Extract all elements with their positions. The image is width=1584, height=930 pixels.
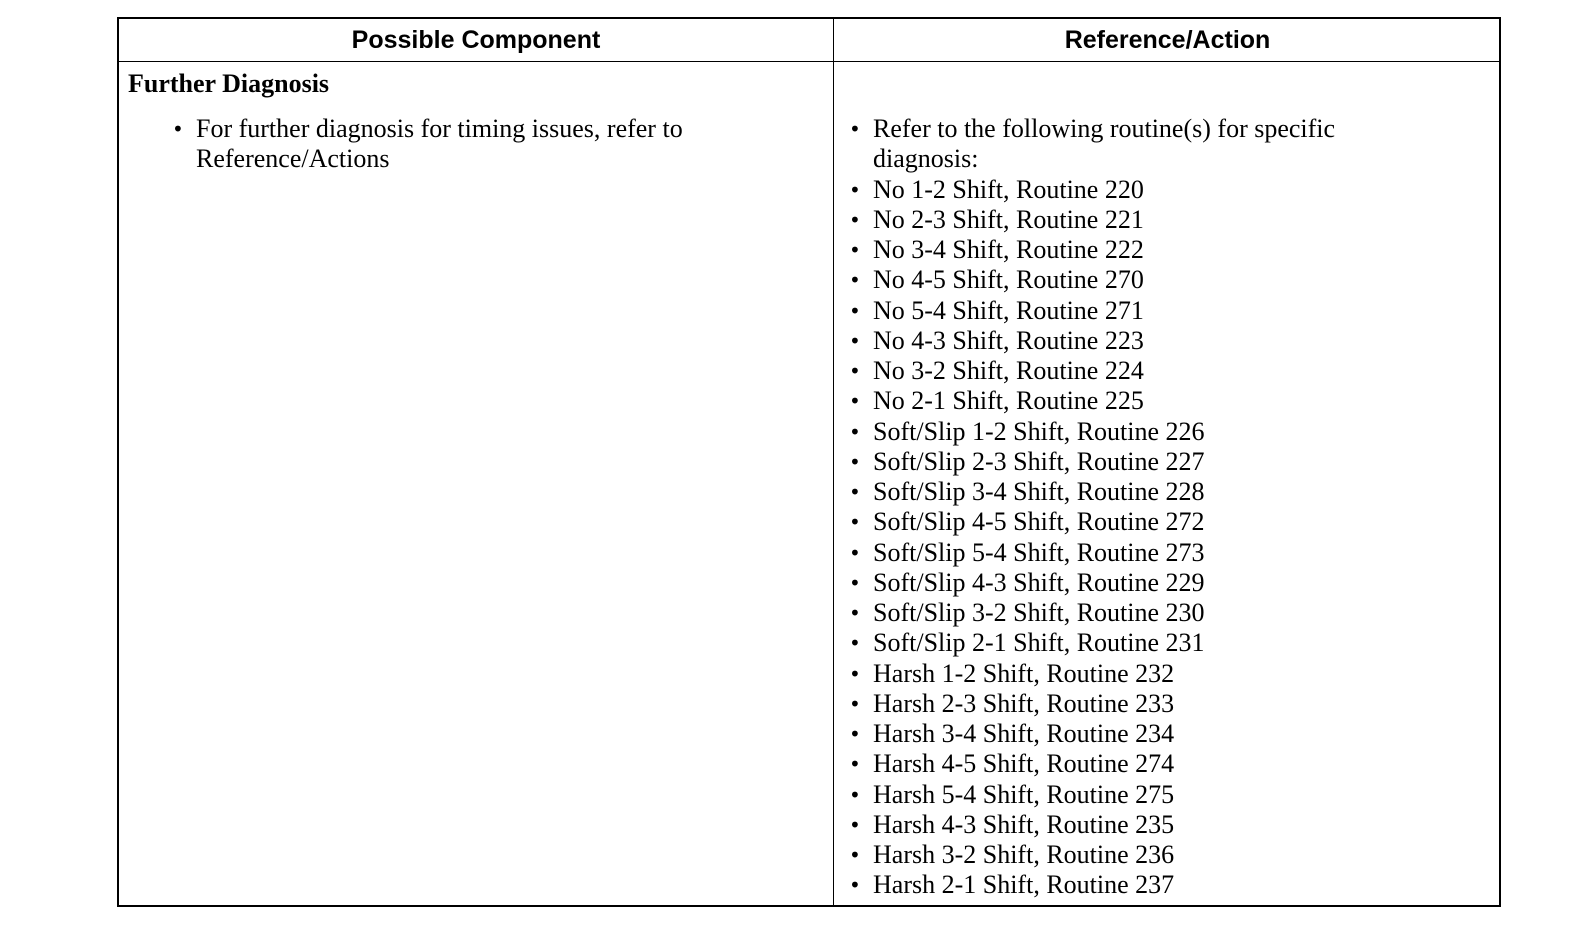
- list-item: [849, 205, 1433, 235]
- list-item: [849, 810, 1433, 840]
- bullet-icon: •: [849, 782, 861, 807]
- list-item-text: Refer to the following routine(s) for specific diagnosis:: [873, 114, 1336, 174]
- list-item: [849, 507, 1433, 537]
- bullet-icon: •: [849, 873, 861, 898]
- list-item: [849, 689, 1433, 719]
- list-item-text: Soft/Slip 3-2 Shift, Routine 230: [873, 598, 1205, 627]
- bullet-icon: •: [849, 540, 861, 565]
- bullet-icon: •: [849, 510, 861, 535]
- header-reference-action: Reference/Action: [1064, 26, 1271, 54]
- list-item: [849, 326, 1433, 356]
- bullet-icon: •: [849, 449, 861, 474]
- bullet-icon: •: [849, 812, 861, 837]
- reference-action-list: [849, 114, 1433, 901]
- list-item-text: Harsh 2-3 Shift, Routine 233: [873, 688, 1175, 718]
- list-item-text: Harsh 3-2 Shift, Routine 236: [873, 840, 1175, 869]
- list-item-text: Soft/Slip 2-1 Shift, Routine 231: [873, 628, 1205, 658]
- bullet-icon: •: [849, 722, 861, 746]
- bullet-icon: •: [849, 389, 861, 414]
- bullet-icon: •: [849, 752, 861, 777]
- bullet-icon: •: [849, 117, 861, 141]
- diagnosis-table: [117, 17, 1501, 907]
- bullet-icon: •: [849, 238, 861, 262]
- bullet-icon: •: [849, 570, 861, 595]
- header-divider: [119, 61, 1499, 62]
- list-item: [849, 386, 1433, 416]
- list-item-text: Harsh 1-2 Shift, Routine 232: [873, 658, 1175, 688]
- list-item: [849, 840, 1433, 870]
- list-item-text: Soft/Slip 2-3 Shift, Routine 227: [873, 446, 1205, 476]
- bullet-icon: •: [849, 177, 861, 202]
- list-item: [849, 265, 1433, 295]
- list-item: [849, 296, 1433, 326]
- list-item: [849, 568, 1433, 598]
- bullet-icon: •: [849, 691, 861, 716]
- bullet-icon: •: [849, 328, 861, 353]
- header-possible-component: Possible Component: [351, 26, 601, 54]
- list-item: [849, 175, 1433, 205]
- list-item: [849, 659, 1433, 689]
- list-item-text: No 2-3 Shift, Routine 221: [873, 204, 1144, 234]
- list-item-text: Harsh 4-5 Shift, Routine 274: [873, 749, 1175, 779]
- bullet-icon: •: [849, 601, 861, 625]
- bullet-icon: •: [849, 480, 861, 504]
- list-item-text: No 4-3 Shift, Routine 223: [873, 325, 1144, 355]
- list-item-text: No 4-5 Shift, Routine 270: [873, 265, 1144, 295]
- list-item-text: No 3-2 Shift, Routine 224: [873, 356, 1144, 385]
- possible-component-list: [172, 114, 756, 175]
- section-title: Further Diagnosis: [128, 69, 330, 98]
- list-item-text: Harsh 2-1 Shift, Routine 237: [873, 870, 1175, 900]
- column-divider: [833, 19, 834, 905]
- list-item-text: Harsh 4-3 Shift, Routine 235: [873, 809, 1175, 839]
- bullet-icon: •: [849, 268, 861, 293]
- bullet-icon: •: [849, 843, 861, 867]
- bullet-icon: •: [849, 631, 861, 656]
- list-item-text: No 2-1 Shift, Routine 225: [873, 386, 1144, 416]
- bullet-icon: •: [849, 207, 861, 232]
- list-item: [849, 447, 1433, 477]
- list-item-text: Soft/Slip 4-5 Shift, Routine 272: [873, 507, 1205, 537]
- list-item-text: For further diagnosis for timing issues, refer to Reference/Actions: [196, 114, 683, 174]
- list-item-text: Soft/Slip 4-3 Shift, Routine 229: [873, 567, 1205, 597]
- list-item-text: Harsh 5-4 Shift, Routine 275: [873, 779, 1175, 809]
- bullet-icon: •: [849, 359, 861, 383]
- list-item-text: No 5-4 Shift, Routine 271: [873, 295, 1144, 325]
- list-item-text: No 1-2 Shift, Routine 220: [873, 174, 1144, 204]
- list-item: [849, 477, 1433, 507]
- list-item-text: Soft/Slip 1-2 Shift, Routine 226: [873, 416, 1205, 446]
- list-item: [849, 598, 1433, 628]
- bullet-icon: •: [849, 298, 861, 323]
- list-item: [849, 538, 1433, 568]
- list-item: [849, 628, 1433, 658]
- list-item: [849, 235, 1433, 265]
- list-item-text: No 3-4 Shift, Routine 222: [873, 235, 1144, 264]
- list-item: [849, 417, 1433, 447]
- list-item: [849, 114, 1433, 175]
- list-item-text: Soft/Slip 3-4 Shift, Routine 228: [873, 477, 1205, 506]
- list-item-text: Soft/Slip 5-4 Shift, Routine 273: [873, 537, 1205, 567]
- bullet-icon: •: [849, 661, 861, 686]
- list-item: [849, 870, 1433, 900]
- list-item: [849, 719, 1433, 749]
- bullet-icon: •: [849, 419, 861, 444]
- list-item: [849, 780, 1433, 810]
- bullet-icon: •: [172, 117, 184, 141]
- list-item: [172, 114, 756, 175]
- list-item: [849, 356, 1433, 386]
- list-item-text: Harsh 3-4 Shift, Routine 234: [873, 719, 1175, 748]
- list-item: [849, 749, 1433, 779]
